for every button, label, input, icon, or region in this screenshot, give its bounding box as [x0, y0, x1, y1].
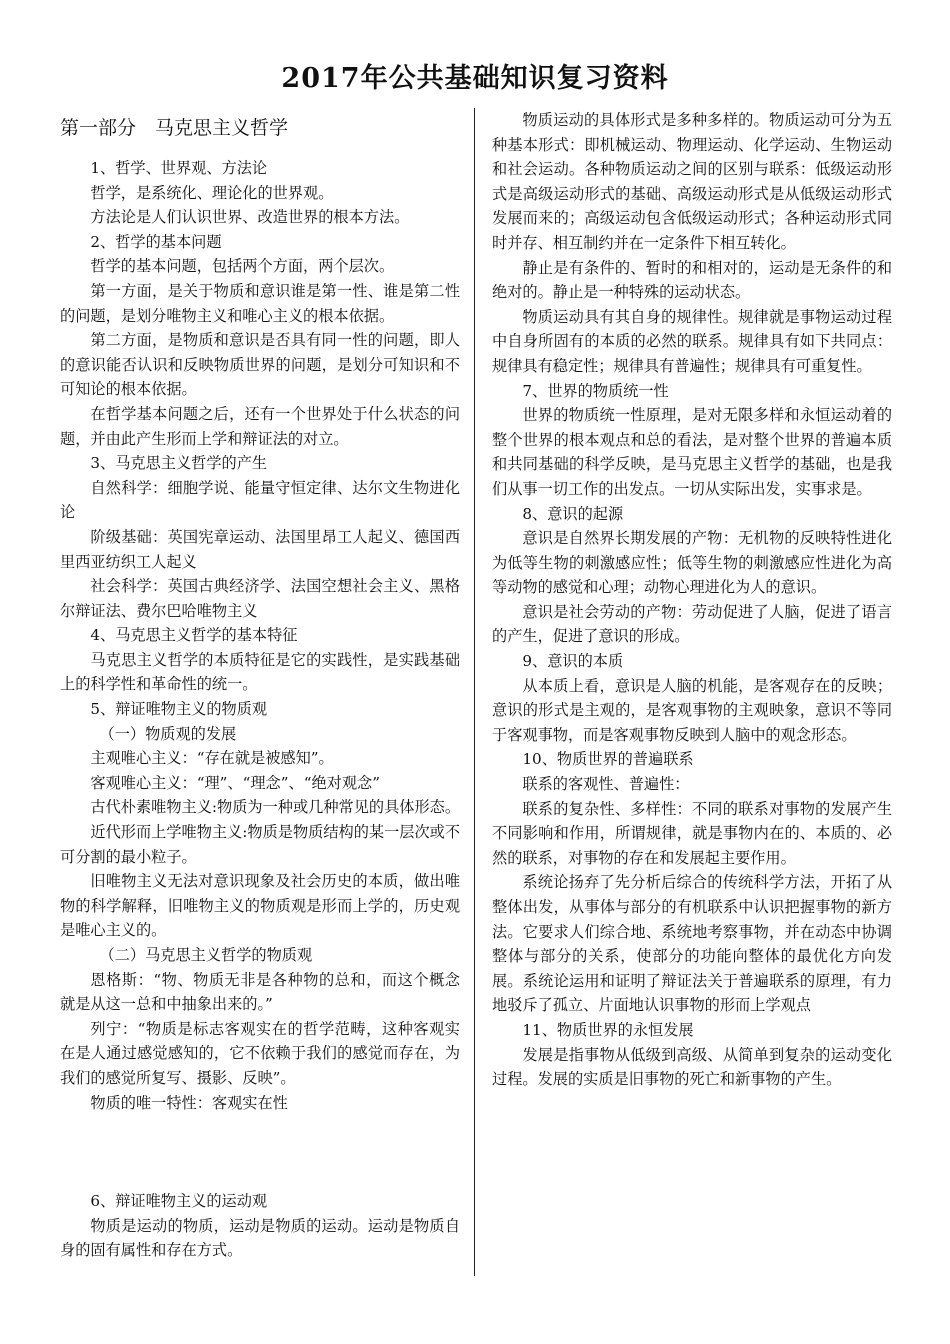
paragraph: 联系的复杂性、多样性：不同的联系对事物的发展产生不同影响和作用，所谓规律，就是事物内在的、本质的、必然的联系，对事物的存在和发展起主要作用。 — [492, 799, 892, 867]
section-heading: 1、哲学、世界观、方法论 — [90, 159, 268, 177]
paragraph: 联系的客观性、普遍性： — [522, 775, 690, 794]
column-divider — [474, 108, 475, 1276]
paragraph: 物质运动的具体形式是多种多样的。物质运动可分为五种基本形式：即机械运动、物理运动、化学运动、生物运动和社会运动。各种物质运动之间的区别与联系：低级运动形式是高级运动形式的基础、高级运动形式是从低级运动形式发展而来的；高级运动包含低级运动形式；各种运动形式同时并存、相互制约并在一定条件下相互转化。 — [492, 111, 892, 252]
paragraph: 马克思主义哲学的本质特征是它的实践性，是实践基础上的科学性和革命性的统一。 — [60, 650, 460, 694]
section-heading: 4、马克思主义哲学的基本特征 — [90, 626, 298, 645]
paragraph: 在哲学基本问题之后，还有一个世界处于什么状态的问题，并由此产生形而上学和辩证法的对立。 — [60, 404, 460, 448]
paragraph: 哲学，是系统化、理论化的世界观。 — [90, 183, 334, 202]
section-heading: 3、马克思主义哲学的产生 — [90, 454, 268, 473]
section-heading: 5、辩证唯物主义的物质观 — [90, 700, 268, 719]
section-heading: 10、物质世界的普遍联系 — [522, 750, 694, 769]
paragraph: 第一方面，是关于物质和意识谁是第一性、谁是第二性的问题，是划分唯物主义和唯心主义的根本依据。 — [60, 281, 460, 325]
section-heading: 9、意识的本质 — [522, 652, 624, 671]
paragraph: 意识是自然界长期发展的产物：无机物的反映特性进化为低等生物的刺激感应性；低等生物的刺激感应性进化为高等动物的感觉和心理；动物心理进化为人的意识。 — [492, 529, 892, 597]
part-heading: 第一部分 马克思主义哲学 — [60, 117, 289, 139]
section-heading: 7、世界的物质统一性 — [522, 381, 669, 400]
paragraph: 近代形而上学唯物主义:物质是物质结构的某一层次或不可分割的最小粒子。 — [60, 823, 461, 866]
subsection-heading: （二）马克思主义哲学的物质观 — [99, 946, 313, 964]
paragraph: 物质的唯一特性：客观实在性 — [90, 1093, 288, 1112]
paragraph: 意识是社会劳动的产物：劳动促进了人脑，促进了语言的产生，促进了意识的形成。 — [492, 602, 892, 646]
subsection-heading: （一）物质观的发展 — [99, 724, 237, 743]
paragraph: 物质运动具有其自身的规律性。规律就是事物运动过程中自身所固有的本质的必然的联系。规律具有如下共同点：规律具有稳定性；规律具有普遍性；规律具有可重复性。 — [492, 307, 892, 375]
left-column — [60, 108, 460, 1263]
paragraph: 系统论扬弃了先分析后综合的传统科学方法，开拓了从整体出发，从事体与部分的有机联系中认识把握事物的新方法。它要求人们综合地、系统地考察事物，并在动态中协调整体与部分的关系，使部分的功能向整体的最优化方向发展。系统论运用和证明了辩证法关于普遍联系的原理，有力地驳斥了孤立、片面地认识事物的形而上学观点 — [492, 873, 892, 1015]
paragraph: 社会科学：英国古典经济学、法国空想社会主义、黑格尔辩证法、费尔巴哈唯物主义 — [60, 577, 460, 620]
document-title: 2017年公共基础知识复习资料 — [281, 63, 669, 94]
section-heading: 6、辩证唯物主义的运动观 — [90, 1192, 268, 1211]
right-column — [492, 108, 892, 1092]
paragraph: 自然科学：细胞学说、能量守恒定律、达尔文生物进化论 — [60, 478, 460, 522]
paragraph: 第二方面，是物质和意识是否具有同一性的问题，即人的意识能否认识和反映物质世界的问题，是划分可知识和不可知论的根本依据。 — [60, 331, 460, 399]
section-heading: 11、物质世界的永恒发展 — [522, 1020, 694, 1039]
paragraph: 主观唯心主义：“存在就是被感知”。 — [90, 749, 334, 768]
paragraph: 静止是有条件的、暂时的和相对的，运动是无条件的和绝对的。静止是一种特殊的运动状态。 — [492, 258, 892, 302]
paragraph: 古代朴素唯物主义:物质为一种或几种常见的具体形态。 — [90, 798, 461, 817]
section-heading: 2、哲学的基本问题 — [90, 232, 222, 251]
paragraph: 物质是运动的物质，运动是物质的运动。运动是物质自身的固有属性和存在方式。 — [60, 1216, 460, 1260]
paragraph: 从本质上看，意识是人脑的机能，是客观存在的反映；意识的形式是主观的，是客观事物的主观映象，意识不等同于客观事物，而是客观事物反映到人脑中的观念形态。 — [492, 676, 892, 744]
section-heading: 8、意识的起源 — [522, 504, 624, 523]
paragraph: 旧唯物主义无法对意识现象及社会历史的本质，做出唯物的科学解释，旧唯物主义的物质观是形而上学的，历史观是唯心主义的。 — [60, 872, 460, 940]
paragraph: 列宁：“物质是标志客观实在的哲学范畴，这种客观实在是人通过感觉感知的，它不依赖于我们的感觉而存在，为我们的感觉所复写、摄影、反映”。 — [60, 1019, 460, 1087]
paragraph: 发展是指事物从低级到高级、从简单到复杂的运动变化过程。发展的实质是旧事物的死亡和新事物的产生。 — [492, 1045, 892, 1089]
paragraph: 哲学的基本问题，包括两个方面，两个层次。 — [90, 257, 395, 276]
paragraph: 阶级基础：英国宪章运动、法国里昂工人起义、德国西里西亚纺织工人起义 — [60, 527, 460, 571]
paragraph: 世界的物质统一性原理，是对无限多样和永恒运动着的整个世界的根本观点和总的看法，是对整个世界的普遍本质和共同基础的科学反映，是马克思主义哲学的基础，也是我们从事一切工作的出发点。一切从实际出发，实事求是。 — [492, 406, 892, 498]
paragraph: 恩格斯：“物、物质无非是各种物的总和，而这个概念就是从这一总和中抽象出来的。” — [60, 970, 460, 1014]
spacer — [60, 1115, 460, 1189]
paragraph: 方法论是人们认识世界、改造世界的根本方法。 — [90, 208, 410, 227]
paragraph: 客观唯心主义：“理”、“理念”、“绝对观念” — [90, 773, 380, 792]
